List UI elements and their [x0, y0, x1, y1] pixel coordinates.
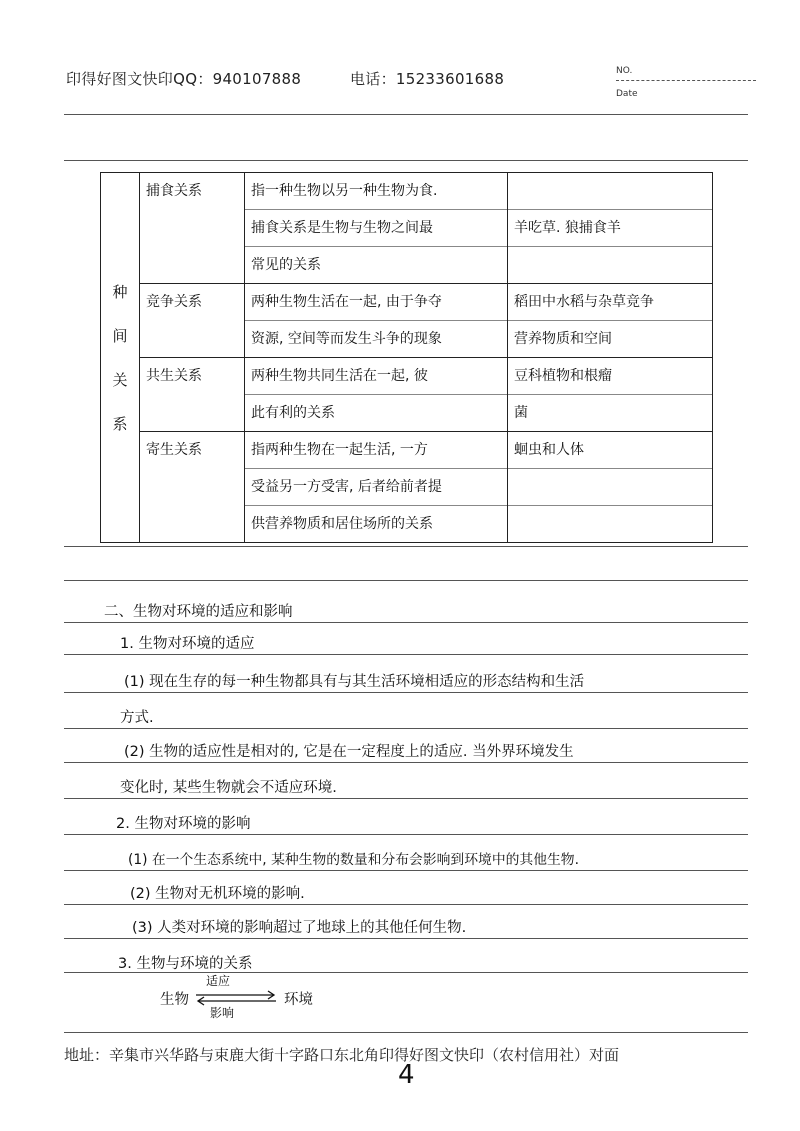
diagram-adapt: 适应 [206, 974, 231, 988]
paragraph-line: (2) 生物的适应性是相对的, 它是在一定程度上的适应. 当外界环境发生 [124, 744, 574, 760]
diagram-organism: 生物 [160, 992, 189, 1008]
no-label: NO. [616, 66, 633, 76]
relation-type: 寄生关系 [146, 442, 202, 458]
desc-line: 常见的关系 [251, 257, 321, 273]
group-char: 系 [112, 414, 128, 433]
section-heading: 二、生物对环境的适应和影响 [104, 604, 293, 620]
type-cell [140, 284, 245, 358]
page-number: 4 [398, 1060, 415, 1090]
paragraph-line: 变化时, 某些生物就会不适应环境. [120, 780, 337, 796]
type-cell [140, 432, 245, 543]
double-arrow-icon [194, 990, 278, 1006]
note-meta [616, 66, 756, 99]
group-char: 间 [112, 326, 128, 345]
relation-type: 竞争关系 [146, 294, 202, 310]
example-cell [508, 173, 713, 284]
example-line: 羊吃草. 狼捕食羊 [508, 210, 712, 247]
type-cell [140, 358, 245, 432]
example-line: 营养物质和空间 [514, 331, 612, 347]
type-cell [140, 173, 245, 284]
example-cell [508, 284, 713, 358]
paragraph-line: (1) 在一个生态系统中, 某种生物的数量和分布会影响到环境中的其他生物. [128, 852, 579, 868]
desc-line: 资源, 空间等而发生斗争的现象 [251, 331, 442, 347]
example-line [508, 469, 712, 506]
example-line: 菌 [514, 405, 528, 421]
interspecies-relations-table [100, 172, 713, 543]
desc-line: 两种生物生活在一起, 由于争夺 [245, 284, 507, 321]
paragraph-line: 方式. [120, 710, 154, 726]
relation-type: 共生关系 [146, 368, 202, 384]
desc-line: 受益另一方受害, 后者给前者提 [245, 469, 507, 506]
group-char: 关 [112, 370, 128, 389]
subheading-relationship: 3. 生物与环境的关系 [118, 956, 253, 972]
shop-contact: 印得好图文快印QQ：940107888 [66, 70, 302, 88]
group-label-cell [101, 173, 140, 543]
desc-cell [245, 432, 508, 543]
example-cell [508, 358, 713, 432]
example-line: 稻田中水稻与杂草竞争 [508, 284, 712, 321]
paragraph-line: (1) 现在生存的每一种生物都具有与其生活环境相适应的形态结构和生活 [124, 674, 585, 690]
example-line [508, 247, 712, 283]
paragraph-line: (2) 生物对无机环境的影响. [130, 886, 305, 902]
example-line [508, 173, 712, 210]
example-cell [508, 432, 713, 543]
example-line [508, 506, 712, 542]
organism-environment-diagram [160, 976, 340, 1022]
paragraph-line: (3) 人类对环境的影响超过了地球上的其他任何生物. [132, 920, 467, 936]
desc-line: 捕食关系是生物与生物之间最 [245, 210, 507, 247]
desc-cell [245, 284, 508, 358]
desc-cell [245, 173, 508, 284]
shop-address: 地址：辛集市兴华路与束鹿大街十字路口东北角印得好图文快印（农村信用社）对面 [64, 1046, 620, 1064]
date-label: Date [616, 89, 638, 99]
desc-line: 此有利的关系 [251, 405, 335, 421]
desc-line: 指两种生物在一起生活, 一方 [245, 432, 507, 469]
relation-type: 捕食关系 [146, 183, 202, 199]
example-line: 蛔虫和人体 [508, 432, 712, 469]
example-line: 豆科植物和根瘤 [508, 358, 712, 395]
shop-phone: 电话：15233601688 [350, 70, 505, 88]
diagram-environment: 环境 [284, 992, 313, 1008]
desc-line: 指一种生物以另一种生物为食. [245, 173, 507, 210]
subheading-adaptation: 1. 生物对环境的适应 [120, 636, 255, 652]
subheading-influence: 2. 生物对环境的影响 [116, 816, 251, 832]
desc-line: 供营养物质和居住场所的关系 [251, 516, 433, 532]
group-char: 种 [112, 282, 128, 301]
desc-line: 两种生物共同生活在一起, 彼 [245, 358, 507, 395]
diagram-influence: 影响 [210, 1006, 235, 1020]
desc-cell [245, 358, 508, 432]
